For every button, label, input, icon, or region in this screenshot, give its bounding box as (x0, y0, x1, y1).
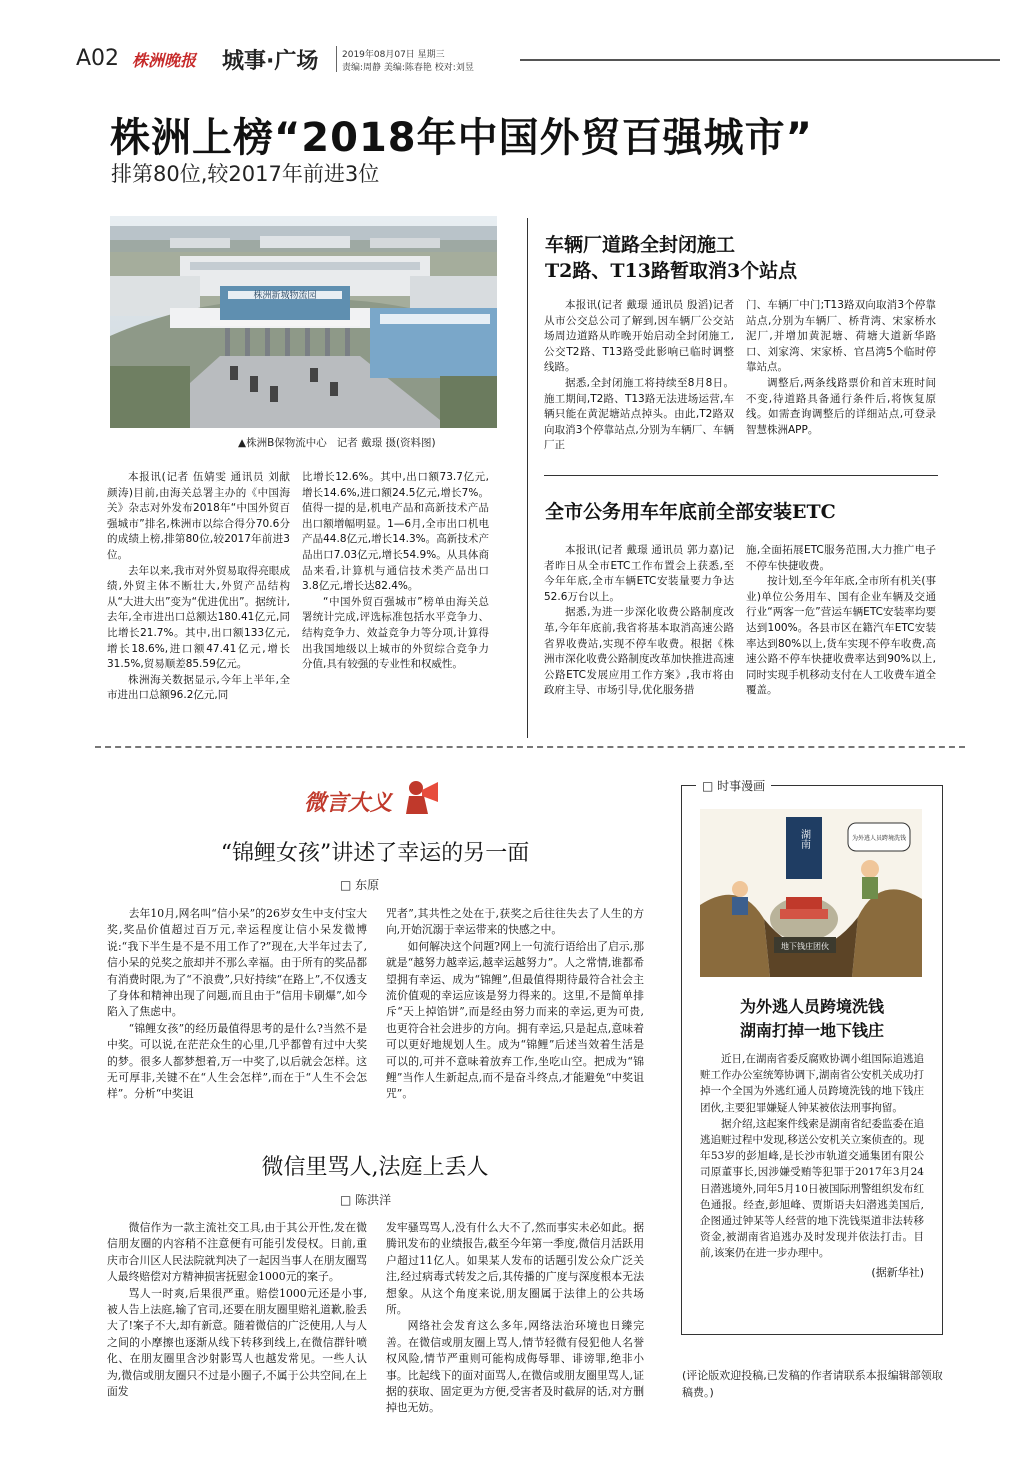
essay1-title: “锦鲤女孩”讲述了幸运的另一面 (220, 841, 530, 866)
bus-paragraph: 门、车辆厂中门;T13路双向取消3个停靠站点,分别为车辆厂、桥背湾、宋家桥水泥厂,并增加黄泥塘、荷塘大道新华路口、刘家湾、宋家桥、官昌湾5个临时停靠站点。 (746, 299, 936, 374)
lead-story-col2 (302, 470, 489, 673)
bus-paragraph: 据悉,全封闭施工将持续至8月8日。施工期间,T2路、T13路无法进场运营,车辆只能在黄泥塘站点掉头。由此,T2路双向取消3个停靠站点,分别为车辆厂、车辆厂正 (544, 376, 734, 452)
lead-paragraph: 比增长12.6%。其中,出口额73.7亿元,增长14.6%,进口额24.5亿元,增长7%。值得一提的是,机电产品和高新技术产品出口额增幅明显。1—6月,全市出口机电产品44.8亿元,增长14.3%。高新技术产品出口7.03亿元,增长54.9%。从具体商品来看,计算机与通信技术类产品出口3.8亿元,增长达82.4%。 (302, 471, 489, 593)
essay2-paragraph: 骂人一时爽,后果很严重。赔偿1000元还是小事,被人告上法庭,输了官司,还要在朋友圈里赔礼道歉,脸丢大了!案子不大,却有新意。随着微信的广泛使用,人与人之间的小摩擦也逐渐从线下转移到线上,在微信群针喷化、在朋友圈里含沙射影骂人也越发常见。一些人认为,微信或朋友圈只不过是小圈子,不属于公共空间,在上面发 (107, 1286, 367, 1399)
essay2-paragraph: 网络社会发育这么多年,网络法治环境也日臻完善。在微信或朋友圈上骂人,情节轻微有侵犯他人名誉权风险,情节严重则可能构成侮辱罪、诽谤罪,绝非小事。比起线下的面对面骂人,在微信或朋友圈里骂人,证据的获取、固定更为方便,受害者及时截屏的话,对方删掉也无妨。 (386, 1319, 644, 1415)
essay1-paragraph: “锦鲤女孩”的经历最值得思考的是什么?当然不是中奖。可以说,在茫茫众生的心里,几乎都曾有过中大奖的梦。很多人都梦想着,万一中奖了,以后就会怎样。这无可厚非,关键不在“人生会怎样”,而在于“人生不会怎样”。分析“中奖诅 (107, 1021, 367, 1101)
essay2-paragraph: 微信作为一款主流社交工具,由于其公开性,发在微信朋友圈的内容稍不注意便有可能引发侵权。日前,重庆市合川区人民法院就判决了一起因当事人在朋友圈骂人最终赔偿对方精神损害抚慰金1000元的案子。 (107, 1221, 367, 1284)
etc-paragraph: 据悉,为进一步深化收费公路制度改革,今年年底前,我省将基本取消高速公路省界收费站,实现不停车收费。根据《株洲市深化收费公路制度改革加快推进高速公路ETC发展应用工作方案》,我市将由政府主导、市场引导,优化服务措 (544, 606, 734, 697)
bus-paragraph: 调整后,两条线路票价和首末班时间不变,待道路具备通行条件后,将恢复原线。如需查询调整后的详细站点,可登录智慧株洲APP。 (746, 376, 936, 436)
cartoon-story (700, 1051, 924, 1280)
essay1-paragraph: 咒者”,其共性之处在于,获奖之后往往失去了人生的方向,开始沉溺于幸运带来的快感之中。 (386, 907, 644, 937)
cartoon-paragraph: 据介绍,这起案件线索是湖南省纪委监委在追逃追赃过程中发现,移送公安机关立案侦查的。现年53岁的彭旭峰,是长沙市轨道交通集团有限公司原董事长,因涉嫌受贿等犯罪于2017年3月24日潜逃境外,同年5月10日被国际刑警组织发布红色通报。经查,彭旭峰、贾斯语夫妇潜逃美国后,企图通过钟某等人经营的地下洗钱渠道非法转移资金,被湖南省追逃办及时发现并依法打击。目前,该案仍在进一步办理中。 (700, 1117, 924, 1260)
cartoon-headline-line1: 为外逃人员跨境洗钱 (739, 997, 884, 1016)
cartoon-bubble-text: 为外逃人员跨境洗钱 (851, 835, 907, 842)
footer-note: (评论版欢迎投稿,已发稿的作者请联系本报编辑部领取稿费。) (682, 1369, 943, 1399)
bus-story-title-line1: 车辆厂道路全封闭施工 (545, 234, 736, 256)
megaphone-icon (404, 778, 440, 818)
essay2-byline: □ 陈洪洋 (340, 1193, 392, 1207)
cartoon-label: □ 时事漫画 (696, 777, 771, 794)
photo-gate-sign: 株洲新城物流园 (253, 291, 317, 301)
essay1-col1 (107, 906, 367, 1103)
column-divider (527, 218, 528, 738)
essay1-byline: □ 东原 (340, 878, 380, 892)
masthead-divider (336, 46, 337, 72)
paper-name-logo: 株洲晚报 (132, 51, 197, 70)
cartoon-box (681, 779, 943, 1335)
masthead (40, 40, 1000, 80)
lead-photo (110, 216, 497, 428)
lead-headline: 株洲上榜“2018年中国外贸百强城市” (110, 115, 813, 161)
logistics-center-photo (110, 216, 497, 428)
section-title: 城事·广场 (222, 49, 319, 74)
cartoon-headline-line2: 湖南打掉一地下钱庄 (739, 1021, 884, 1040)
money-laundering-cartoon (700, 809, 922, 977)
essay2-col1 (107, 1220, 367, 1400)
essay1-paragraph: 去年10月,网名叫“信小呆”的26岁女生中支付宝大奖,奖品价值超过百万元,幸运程度让信小呆发微博说:“我下半生是不是不用工作了?”现在,大半年过去了,信小呆的兑奖之旅却并不那么幸福。由于所有的奖品都有消费时限,为了“不浪费”,只好持续“在路上”,不仅透支了身体和精神出现了问题,而且由于“信用卡刷爆”,如今陷入了焦虑中。 (107, 907, 367, 1019)
etc-paragraph: 本报讯(记者 戴璟 通讯员 郭力嘉)记者昨日从全市ETC工作布置会上获悉,至今年年底,全市车辆ETC安装量要力争达52.6万台以上。 (544, 544, 734, 603)
lead-story-col1 (107, 470, 290, 704)
essay2-paragraph: 发牢骚骂骂人,没有什么大不了,然而事实未必如此。据腾讯发布的业绩报告,截至今年第一季度,微信月活跃用户超过11亿人。如果某人发布的话题引发公众广泛关注,经过病毒式转发之后,其传播的广度与深度根本无法想象。从这个角度来说,朋友圈属于法律上的公共场所。 (386, 1221, 644, 1317)
opinion-logo (300, 778, 450, 822)
bus-paragraph: 本报讯(记者 戴璟 通讯员 殷滔)记者从市公交总公司了解到,因车辆厂公交站场周边道路从昨晚开始启动全封闭施工,公交T2路、T13路受此影响已临时调整线路。 (544, 299, 734, 374)
essay2-col2 (386, 1220, 644, 1417)
cartoon-source: (据新华社) (871, 1265, 924, 1279)
lead-paragraph: 本报讯(记者 伍婧雯 通讯员 刘献 颜涛)目前,由海关总署主办的《中国海关》杂志对外发布2018年“中国外贸百强城市”排名,株洲市以综合得分70.6分的成绩上榜,排第80位,较2017年前进3位。 (107, 471, 290, 561)
cartoon-underground-bank-text: 地下钱庄团伙 (781, 942, 829, 951)
page-number: A02 (76, 46, 120, 71)
etc-paragraph: 施,全面拓展ETC服务范围,大力推广电子不停车快捷收费。 (746, 544, 936, 572)
cartoon-paragraph: 近日,在湖南省委反腐败协调小组国际追逃追赃工作办公室统筹协调下,湖南省公安机关成功打掉一个全国为外逃红通人员跨境洗钱的地下钱庄团伙,主要犯罪嫌疑人钟某被依法刑事拘留。 (700, 1053, 924, 1114)
cartoon-hunan-text: 湖南 (798, 829, 810, 849)
issue-date: 2019年08月07日 星期三 (342, 50, 445, 60)
bus-story-title-line2: T2路、T13路暂取消3个站点 (545, 260, 798, 282)
etc-story-title: 全市公务用车年底前全部安装ETC (545, 501, 836, 523)
lead-paragraph: 株洲海关数据显示,今年上半年,全市进出口总额96.2亿元,同 (107, 673, 290, 702)
masthead-rule (520, 59, 1000, 61)
etc-story-col1 (544, 543, 734, 699)
cartoon-image (700, 809, 922, 977)
essay2-title: 微信里骂人,法庭上丢人 (261, 1155, 489, 1180)
etc-story-col2 (746, 543, 936, 699)
essay1-col2 (386, 906, 644, 1103)
lead-paragraph: “中国外贸百强城市”榜单由海关总署统计完成,评选标准包括水平竞争力、结构竞争力、效益竞争力等分项,计算得出我国地级以上城市的外贸综合竞争力分值,具有较强的专业性和权威性。 (302, 595, 489, 671)
opinion-logo-text: 微言大义 (304, 791, 393, 816)
etc-paragraph: 按计划,至今年年底,全市所有机关(事业)单位公务用车、国有企业车辆及交通行业“两客一危”营运车辆ETC安装率均要达到100%。各县市区在籍汽车ETC安装率达到80%以上,货车实现不停车收费,高速公路不停车快捷收费率达到90%以上,同时实现手机移动支付在人工收费车道全覆盖。 (746, 575, 936, 697)
essay1-paragraph: 如何解决这个问题?网上一句流行语给出了启示,那就是“越努力越幸运,越幸运越努力”。人之常情,谁都希望拥有幸运、成为“锦鲤”,但最值得期待最符合社会主流价值观的幸运应该是努力得来的。这里,不是简单排斥“天上掉馅饼”,而是经由努力而来的幸运,更为可贵,也更符合社会进步的方向。拥有幸运,只是起点,意味着可以更好地规划人生。成为“锦鲤”后述当效着生活是可以的,可并不意味着放弃工作,坐吃山空。把成为“锦鲤”当作人生新起点,而不是奋斗终点,才能避免“中奖诅咒”。 (386, 939, 644, 1101)
photo-caption: ▲株洲B保物流中心 记者 戴璟 摄(资料图) (238, 437, 436, 449)
editor-credits: 责编:周静 美编:陈春艳 校对:刘昱 (342, 63, 474, 73)
lead-paragraph: 去年以来,我市对外贸易取得亮眼成绩,外贸主体不断壮大,外贸产品结构从“大进大出”变为“优进优出”。据统计,去年,全市进出口总额达180.41亿元,同比增长21.7%。其中,出口额133亿元,增长18.6%,进口额47.41亿元,增长31.5%,贸易顺差85.59亿元。 (107, 564, 290, 671)
bus-story-col1 (544, 298, 734, 454)
lead-subtitle: 排第80位,较2017年前进3位 (111, 162, 380, 186)
bus-story-col2 (746, 298, 936, 438)
dashed-separator (95, 746, 965, 748)
section-divider (544, 475, 938, 476)
